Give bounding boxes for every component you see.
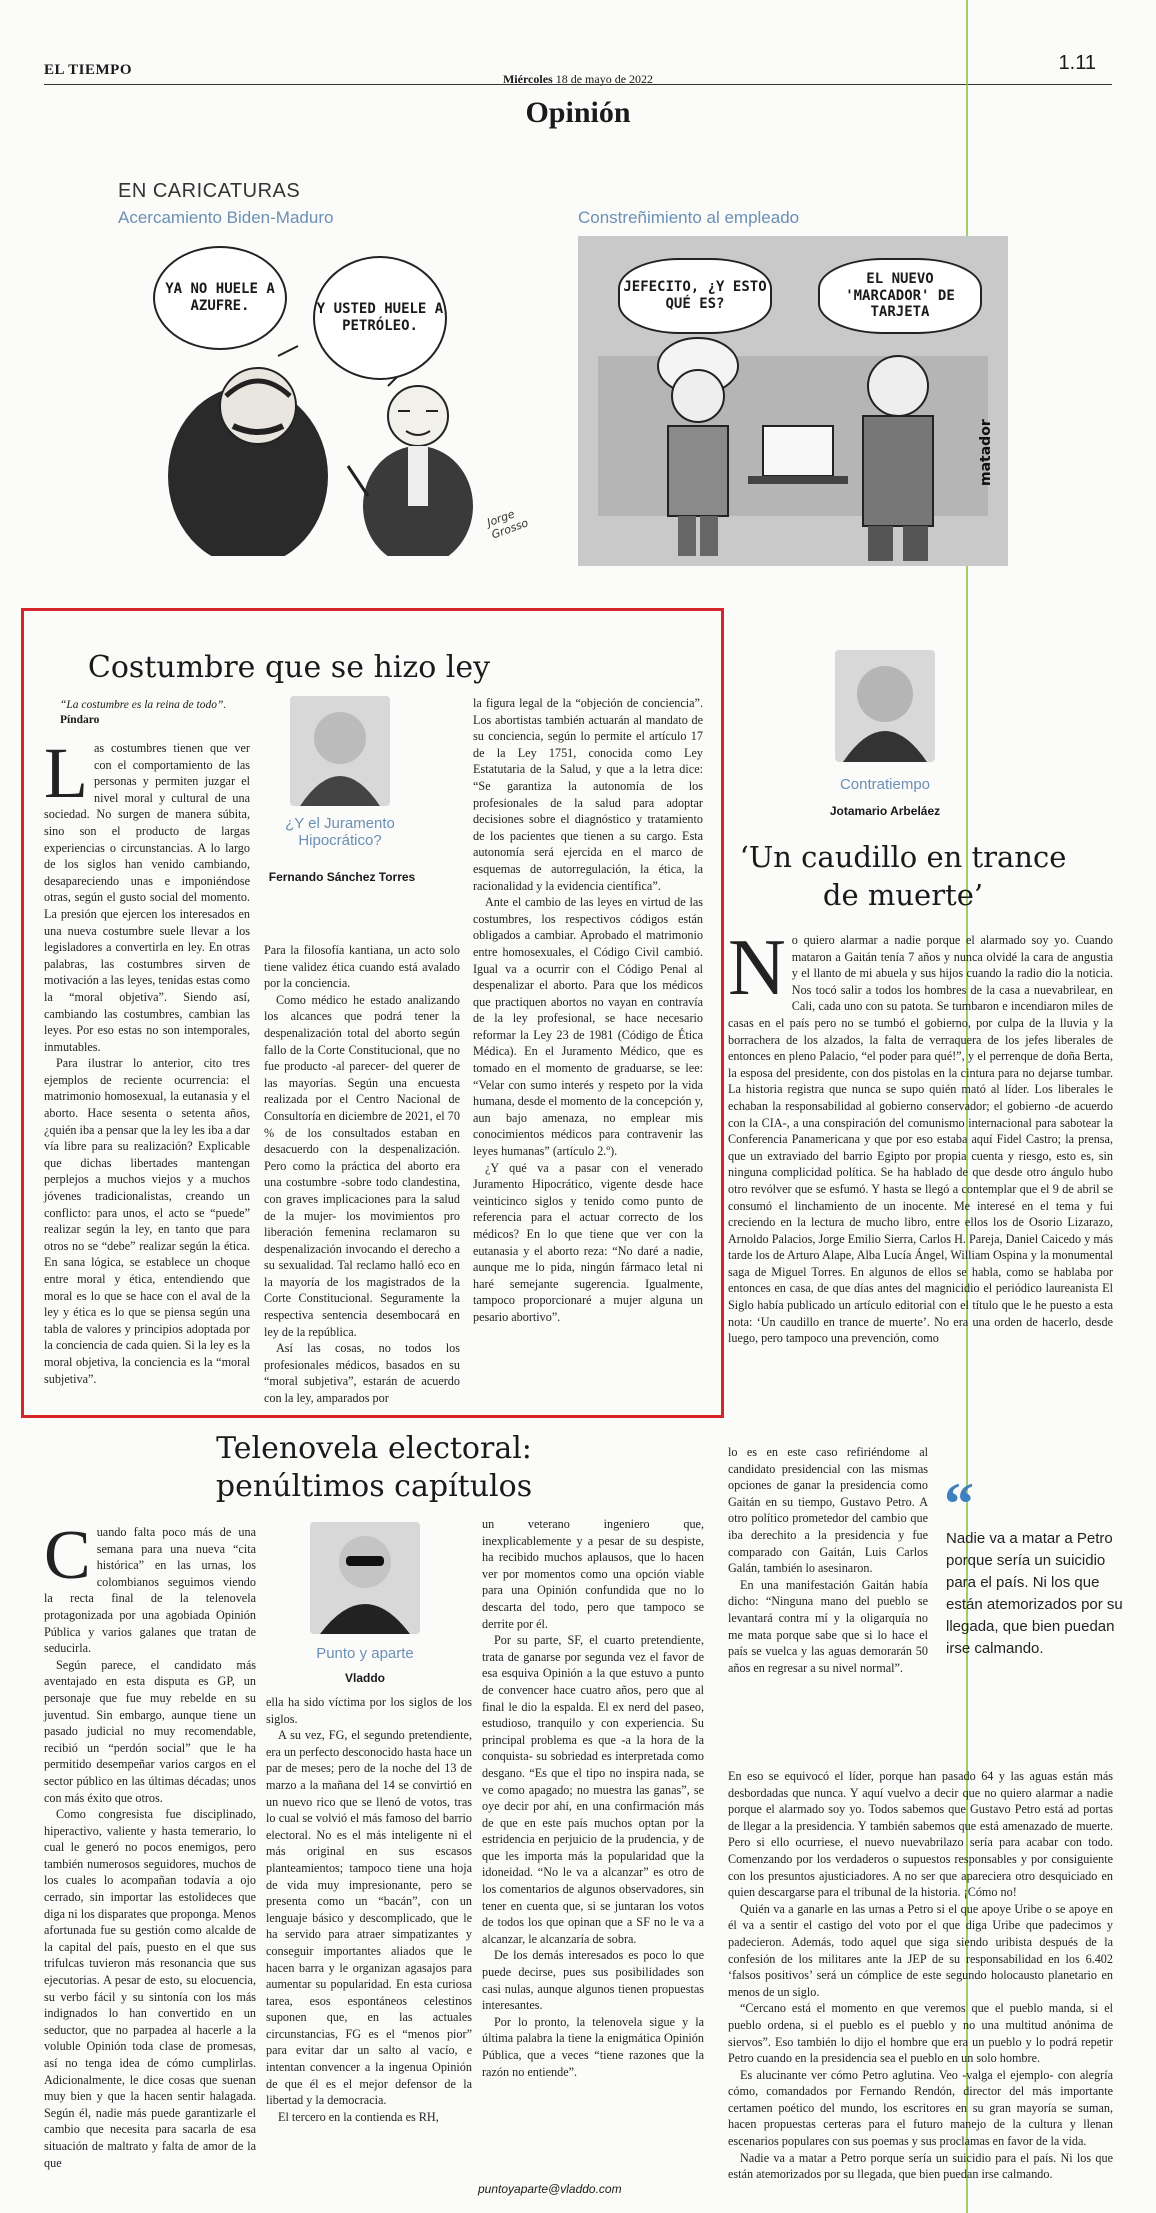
article3-col3-para: Por lo pronto, la telenovela sigue y la última palabra la tiene la enigmática Opinión Pública, que a veces “tiene razones que la razón no entiende”. [482, 2014, 704, 2079]
author-photo-vladdo [310, 1522, 420, 1634]
cartoon-left [118, 236, 548, 556]
article2-para: lo es en este caso refiriéndome al candidato presidencial con las mismas opciones de ganar la presidencia como Gaitán en su tiempo, Gustavo Petro. A otro político prometedor del cambio que iba derechito a la presidencia y fue comparado con Gaitán, Luis Carlos Galán, también lo asesinaron. [728, 1445, 928, 1576]
dropcap: L [44, 733, 88, 813]
article1-column-1 [44, 733, 250, 1387]
article1-title: Costumbre que se hizo ley [87, 650, 491, 685]
cartoon-right-subtitle: Constreñimiento al empleado [578, 208, 800, 227]
article2-title: ‘Un caudillo en trance de muerte’ [739, 840, 1067, 912]
article3-col3-para: Por su parte, SF, el cuarto pretendiente, trata de ganarse por segunda vez el favor de esa esquiva Opinión a la que estuvo a punto de convencer hace cuatro años, pero que al final le dio la espalda. El ex nerd del paseo, estudioso, tranquilo y con experiencia. Su principal problema es que -a la hora de la conquista- su sobriedad es interpretada como desgano. “Es que el tipo no inspira nada, se ve como apagado; no muestra las ganas”, se oye decir por ahí, en una confirmación más de que en este país muchos optan por la estridencia en perjuicio de la prudencia, y de que les importa más la popularidad que la idoneidad. “No le va a alcanzar” es otro de los comentarios de algunos observadores, sin tener en cuenta que, si se juntaran los votos de todos los que opinan que a SF no le va a alcanzar, le alcanzaría de sobra. [482, 1633, 704, 1946]
article1-col3-para: la figura legal de la “objeción de conciencia”. Los abortistas también actuarán al mandato de su conciencia, según lo permite el artículo 17 de la Ley 1751, conocida como Ley Estatutaria de la Salud, y que a la letra dice: “Se garantiza la autonomía de los profesionales de la salud para adoptar decisiones sobre el diagnóstico y tratamiento de los pacientes que tienen a su cargo. Esta autonomía será ejercida en el marco de esquemas de autorregulación, la ética, la racionalidad y la evidencia científica”. [473, 696, 703, 893]
epigraph-text: “La costumbre es la reina de todo”. [60, 699, 227, 711]
article1-col1-para: Para ilustrar lo anterior, cito tres ejemplos de reciente ocurrencia: el matrimonio homosexual, la eutanasia y el aborto. Hace sesenta o setenta años, ¿quién iba a pensar que la ley les iba a dar vía libre para su realización? Explicable que dichas libertades mantengan perplejos a muchos viejos y a muchos jóvenes tradicionalistas, creando un conflicto: para unos, el acto se “puede” realizar según la ley, en tanto que para otros no se “debe” realizar según la ética. En sana lógica, se establece un choque entre moral y ética, entendiendo que moral es lo que se hace con el aval de la ley y ética es lo que se piensa según una tabla de valores y principios adoptada por la conciencia de cada quien. Si la ley es la moral objetiva, la conciencia es la “moral subjetiva”. [44, 1056, 250, 1386]
article1-col3-para: ¿Y qué va a pasar con el venerado Juramento Hipocrático, vigente desde hace veinticinco siglos y tenido como punto de referencia para el actuar correcto de los médicos? En lo que tiene que ver con la eutanasia y el aborto reza: “No daré a nadie, aunque me lo pida, ningún fármaco letal ni haré semejante sugerencia. Igualmente, tampoco proporcionaré a mujer alguna un pesario abortivo”. [473, 1160, 703, 1324]
article3-col2-para: A su vez, FG, el segundo pretendiente, era un perfecto desconocido hasta hace un par de meses; pero de la noche del 13 de marzo a la mañana del 14 se convirtió en un nuevo rico que se llenó de votos, tras lo cual se volvió el más famoso del barrio electoral. No es el más inteligente ni el más original en sus escasos planteamientos; tampoco tiene una hoja de vida muy impresionante, pero se presenta como un “bacán”, con un lenguaje básico y descomplicado, que le ha servido para atraer simpatizantes y conseguir importantes aliados que le hacen barra y le organizan agasajos para aumentar su popularidad. En esta curiosa tarea, esos espontáneos celestinos suponen que, en las actuales circunstancias, FG es el “menos pior” para evitar dar un salto al vacío, e intentan convencer a la ingenua Opinión de que él es el mejor defensor de la libertad y la democracia. [266, 1728, 472, 2108]
article1-column-2 [264, 942, 460, 1407]
article2-pullquote: Nadie va a matar a Petro porque sería un suicidio para el país. Ni los que están atemorizados por su llegada, que bien puedan irse calmando. [946, 1530, 1123, 1657]
dropcap: N [728, 924, 786, 1012]
section-title: Opinión [525, 96, 631, 129]
article3-col1-para: Cuando falta poco más de una semana para una nueva “cita histórica” en las urnas, los colombianos seguimos viendo la recta final de la telenovela protagonizada por una agobiada Opinión Pública y varios galanes que tratan de seducirla. [44, 1517, 256, 1656]
article1-col3-para: Ante el cambio de las leyes en virtud de las costumbres, los respectivos códigos están obligados a cambiar. Aprobado el matrimonio entre homosexuales, el Código Civil cambió. Igual va a ocurrir con el Código Penal al despenalizar el aborto. Para que los médicos que practiquen abortos no vayan en contravía de la ley profesional, se hace necesario reformar la Ley 23 de 1981 (Código de Ética Médica). En el Juramento Médico, que es tomado en el momento de graduarse, se lee: “Velar con sumo interés y respeto por la vida humana, desde el momento de la concepción y, aun bajo amenaza, no emplear mis conocimientos médicos para contravenir las leyes humanas” (artículo 2.º). [473, 895, 703, 1159]
cartoons-kicker: EN CARICATURAS [118, 180, 301, 202]
article2-column-bottom [728, 1768, 1113, 2183]
article1-column-3 [473, 695, 703, 1326]
article1-col2-para: Como médico he estado analizando los alcances que podrá tener la despenalización total del aborto según fallo de la Corte Constitucional, que no fue producto -al parecer- del querer de las mayorías. Según una encuesta realizada por el Centro Nacional de Consultoría en diciembre de 2021, el 70 % de los consultados estaban en desacuerdo con la despenalización. Pero como la práctica del aborto era una costumbre -sobre todo clandestina, con graves implicaciones para la salud de la mujer- los movimientos pro liberación femenina reclamaron su despenalización invocando el derecho a su sexualidad. Tal reclamo halló eco en la mayoría de los magistrados de la Corte Constitucional. Seguramente la respectiva sentencia desembocará en ley de la república. [264, 992, 460, 1339]
article3-col2-para: ella ha sido víctima por los siglos de los siglos. [266, 1695, 472, 1726]
article1-col1-para: Las costumbres tienen que ver con el comportamiento de las personas y permiten juzgar el nivel moral y cultural de una sociedad. No surgen de manera súbita, sino son el producto de largas experiencias o circunstancias. A lo largo de los siglos han venido cambiando, desapareciendo unas e imponiéndose otras, según el gusto social del momento. La presión que ejercen los interesados en una nueva costumbre suele llevar a los legisladores a convertirla en ley. En otras palabras, las costumbres sirven de motivación a las leyes, tenidas estas como la “moral objetiva”. Siendo así, cambiando las costumbres, cambian las leyes. Por eso estas no son intemporales, inmutables. [44, 733, 250, 1054]
article3-author: Vladdo [344, 1671, 385, 1685]
newspaper-logo: EL TIEMPO [44, 62, 132, 78]
article3-column-2 [266, 1694, 472, 2125]
article2-para: No quiero alarmar a nadie porque el alarmado soy yo. Cuando mataron a Gaitán tenía 7 años y nunca olvidé la cara de angustia y el llanto de mi abuela y sus hijos cuando la radio dio la noticia. Nos tocó salir a todos los hombres de la casa a nuevabrilear, en Cali, cada uno con su patota. Se tumbaron e incendiaron miles de casas en el país pero no se tumbó el gobierno, por culpa de la lluvia y la borrachera de los alzados, la falta de verraquera de los jefes liberales de entonces en pleno Palacio, “el poder para qué!”, y el perrenque de doña Berta, la esposa del presidente, con dos pistolas en la cintura para no dejarse tumbar. La historia registra que nunca se supo quién mató al líder. Los liberales le echaban la responsabilidad al gobierno conservador; el gobierno -de acuerdo con la CIA-, a una conspiración del comunismo internacional para sabotear la Conferencia Panamericana y que por eso estaba aquí Fidel Castro; la prensa, que un extraviado del barrio Egipto por propia cuenta y riesgo, esto es, sin ninguna complicidad política. Se ha hablado de que desde otro ángulo hubo otro revólver que se esfumó. Y hasta se llegó a contemplar que el 9 de abril se consumó el linchamiento de un inocente. Me interesé en el tema y fui creciendo en la lectura de mucho libro, entre ellos los de Osorio Lizarazo, Arnoldo Palacios, Jorge Emilio Sierra, Carlos H. Pareja, Daniel Caicedo y más tarde los de Arturo Alape, Alba Lucía Ángel, William Ospina y la monumental saga de Miguel Torres. En algunos de ellos se habla, como se hablaba por entonces en casa, de que días antes del magnicidio el periódico laureanista El Siglo había publicado un artículo editorial con el título que le he puesto a esta nota: ‘Un caudillo en trance de muerte’. No era una orden de hacerlo, desde luego, pero tampoco una prevención, como [728, 924, 1113, 1346]
article3-title-line-1: Telenovela electoral: [216, 1431, 532, 1466]
article2-column-top [728, 924, 1113, 1347]
cartoon-left-signature: Jorge Grosso [485, 507, 530, 542]
author-photo-arbelaez [835, 650, 935, 762]
article3-col1-para: Como congresista fue disciplinado, hiperactivo, valiente y hasta temerario, lo cual le generó no pocos enemigos, pero también numerosos seguidores, muchos de los cuales lo acompañan todavía a ojo cerrado, sin importar las estolideces que diga ni los disparates que proponga. Menos afortunada fue su gestión como alcalde de la capital del país, puesto en el que sus trifulcas tuvieron más resonancia que sus ejecutorias. A pesar de esto, su elocuencia, su verbo fácil y su sintonía con los más indignados lo han convertido en un seductor, que no parpadea al hacerle a la voluble Opinión toda clase de promesas, así no tenga idea de cómo cumplirlas. Adicionalmente, le dice cosas que suenan muy bien y que la hacen sentir halagada. Según él, nadie más puede garantizarle el cambio que necesita para sacarla de esa situación de maltrato y falta de amor de la que [44, 1807, 256, 2170]
cartoon-left-bubble-2: Y USTED HUELE A PETRÓLEO. [313, 256, 447, 380]
date-rest: 18 de mayo de 2022 [555, 72, 654, 86]
cartoon-right-bubble-2: EL NUEVO 'MARCADOR' DE TARJETA [818, 258, 982, 334]
article3-email-link[interactable]: puntoyaparte@vladdo.com [478, 2182, 622, 2196]
article3-column-3 [482, 1516, 704, 2080]
page-number: 1.11 [1058, 52, 1096, 74]
dropcap: C [44, 1517, 91, 1594]
article3-col2-para: El tercero en la contienda es RH, [278, 2109, 439, 2124]
article3-column-1 [44, 1517, 256, 2171]
article2-para: Es alucinante ver cómo Petro aglutina. Veo -valga el ejemplo- con alegría cómo, comandados por Fernando Rendón, director del más importante certamen poético del mundo, los escritores en su gran mayoría se suman, hacen propuestas certeras para el futuro manejo de la cultura y llenan escenarios populares con sus poemas y sus proclamas en favor de la vida. [728, 2067, 1113, 2149]
article2-para: Quién va a ganarle en las urnas a Petro si el que apoye Uribe o se apoye en él va a sentir el castigo del voto por el que diga Uribe que padecimos y padecieron. Además, todo aquel que siga siendo uribista después de la confesión de los militares ante la JEP de su responsabilidad en los 6.402 ‘falsos positivos’ será un cómplice de este segundo holocausto planetario en menos de un siglo. [728, 1901, 1113, 1999]
quote-icon: “ [944, 1471, 974, 1537]
article3-col1-para: Según parece, el candidato más aventajado en esta disputa es GP, un personaje que fue muy rebelde en su juventud. Sin embargo, aunque tiene un pasado judicial no muy recomendable, recibió un “perdón social” que le ha permitido desempeñar varios cargos en el sector público en las últimas décadas; unos con más éxito que otros. [44, 1657, 256, 1805]
article2-para: En una manifestación Gaitán había dicho: “Ninguna mano del pueblo se levantará contra mí y la oligarquía no me mata porque sabe que si lo hace el país se vuelca y las aguas demorarán 50 años en regresar a su nivel normal”. [728, 1577, 928, 1675]
cartoon-left-bubble-1: YA NO HUELE A AZUFRE. [153, 246, 287, 350]
article2-column-narrow [728, 1444, 928, 1676]
article3-title [24, 1430, 724, 1506]
article1-epigraph [60, 698, 230, 728]
cartoon-right-bubble-1: JEFECITO, ¿Y ESTO QUÉ ES? [618, 258, 772, 334]
author-photo-sanchez [290, 696, 390, 806]
cartoon-right [578, 236, 1008, 566]
article2-para: En eso se equivocó el líder, porque han pasado 64 y las aguas están más desbordadas que nunca. Y aquí vuelvo a decir que no quiero alarmar a nadie porque el alarmado soy yo. Todos sabemos que Gustavo Petro está ad portas de llegar a la presidencia. Y también sabemos que está amenazado de muerte. Pero si ello ocurriese, el nuevo nuevabrilazo sería para acabar con todo. Comenzando por los verdaderos o supuestos responsables y por consiguiente con los presuntos ajusticiadores. A no ser que apareciera otro desquiciado en quien descargarse para el tribunal de la historia. ¡Cómo no! [728, 1769, 1113, 1900]
article1-col2-para: Para la filosofía kantiana, un acto solo tiene validez ética cuando está avalado por la conciencia. [264, 943, 460, 991]
cartoon-left-subtitle: Acercamiento Biden-Maduro [118, 208, 334, 227]
article3-col3-para: De los demás interesados es poco lo que puede decirse, pues sus posibilidades son casi nulas, aunque algunos tienen propuestas interesantes. [482, 1948, 704, 2013]
header-rule [44, 84, 1112, 85]
article2-section: Contratiempo [839, 776, 931, 793]
article3-title-line-2: penúltimos capítulos [215, 1469, 533, 1504]
epigraph-author: Píndaro [60, 714, 100, 726]
article1-author: Fernando Sánchez Torres [268, 870, 416, 884]
article1-col2-para: Así las cosas, no todos los profesionales médicos, basados en su “moral subjetiva”, estarán de acuerdo con la ley, amparados por [264, 1341, 460, 1406]
cartoon-right-signature: matador [978, 419, 994, 486]
article2-para: Nadie va a matar a Petro porque sería un suicidio para el país. Ni los que están atemorizados por su llegada, que bien puedan irse calmando. [728, 2150, 1113, 2182]
article1-section: ¿Y el Juramento Hipocrático? [285, 815, 395, 849]
article3-section: Punto y aparte [316, 1645, 414, 1662]
article2-para: “Cercano está el momento en que veremos que el pueblo manda, si el pueblo ordena, si el pueblo es el pueblo y no una multitud anónima de siervos”. Eso también lo dijo el hombre que era un pueblo y lo podrá repetir Petro cuando en la presidencia sea el pueblo en un solo hombre. [728, 2001, 1113, 2066]
article3-col3-para: un veterano ingeniero que, inexplicablemente y a pesar de su despiste, ha recibido muchos aplausos, que lo hacen ver por momentos como una opción viable para una Opinión confundida que no lo descarta del todo, pero que tampoco se derrite por él. [482, 1517, 704, 1631]
date-day: Miércoles [502, 72, 553, 86]
article2-author: Jotamario Arbeláez [829, 804, 941, 818]
